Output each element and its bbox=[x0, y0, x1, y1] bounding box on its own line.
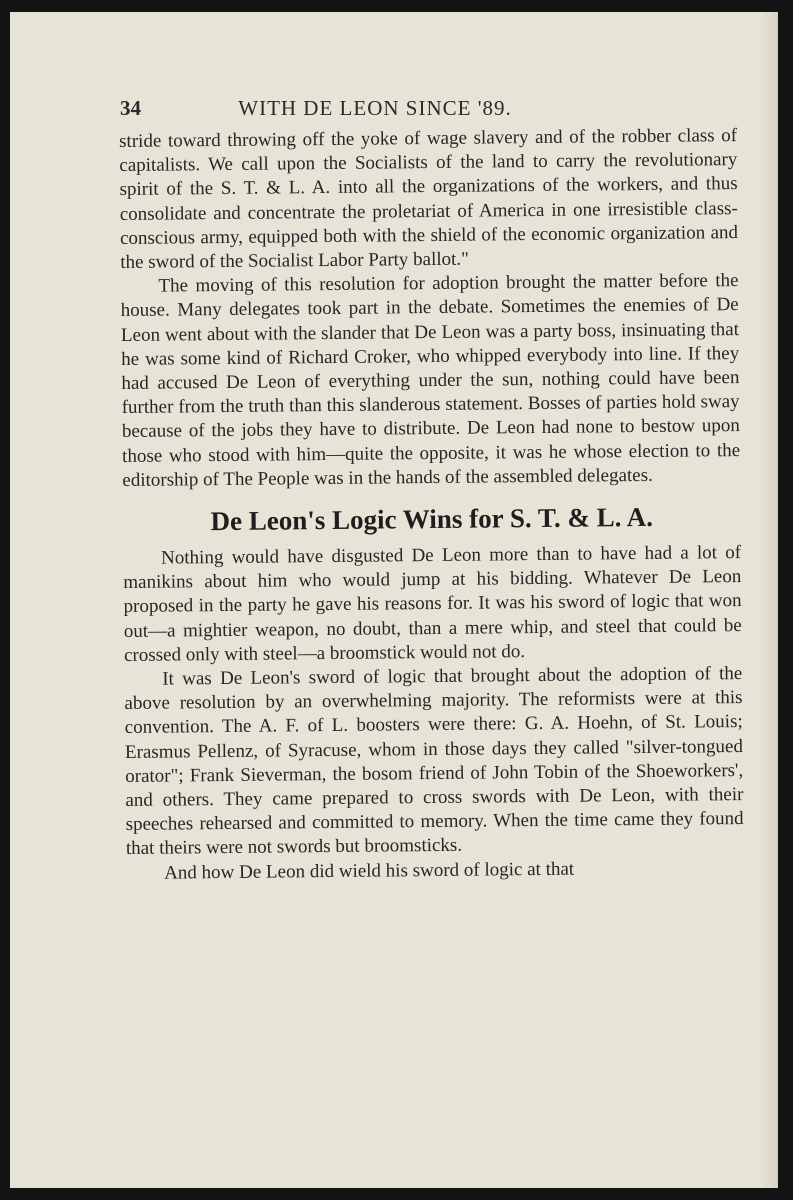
paragraph-resolution-debate: The moving of this resolution for adoption brought the matter before the house. Many delegates took part in the debate. Sometimes the enemies of De Leon went about with the slander that De Leon was a party boss, insinuating that he was some kind of Richard Croker, who whipped everybody into line. If they had accused De Leon of everything under the sun, nothing could have been further from the truth than this slanderous statement. Bosses of parties hold sway because of the jobs they have to distribute. De Leon had none to bestow upon those who stood with him—quite the opposite, it was he whose election to the editorship of The People was in the hands of the assembled delegates. bbox=[120, 270, 741, 491]
page-number: 34 bbox=[120, 96, 141, 120]
page-edge-shadow bbox=[760, 12, 778, 1188]
paragraph-continued: stride toward throwing off the yoke of wage slavery and of the robber class of capitalists. We call upon the Socialists of the land to carry the revolutionary spirit of the S. T. & L. A. into all the organizations of the workers, and thus consolidate and concentrate the proletariat of America in one irresistible class-conscious army, equipped both with the shield of the economic organization and the sword of the Socialist Labor Party ballot." bbox=[119, 125, 739, 274]
body-text bbox=[119, 124, 744, 886]
page-header bbox=[120, 96, 630, 126]
running-head: WITH DE LEON SINCE '89. bbox=[238, 96, 512, 120]
book-page bbox=[10, 12, 778, 1188]
paragraph-convention: It was De Leon's sword of logic that brought about the adoption of the above resolution by an overwhelming majority. The reformists were at this convention. The A. F. of L. boosters were there: G. A. Hoehn, of St. Louis; Erasmus Pellenz, of Syracuse, whom in those days they called "silver-tongued orator"; Frank Sieverman, the bosom friend of John Tobin of the Shoeworkers', and others. They came prepared to cross swords with De Leon, with their speeches rehearsed and committed to memory. When the time came they found that theirs were not swords but broomsticks. bbox=[124, 663, 744, 860]
paragraph-closing: And how De Leon did wield his sword of logic at that bbox=[164, 858, 575, 884]
section-heading: De Leon's Logic Wins for S. T. & L. A. bbox=[210, 501, 654, 537]
paragraph-logic: Nothing would have disgusted De Leon more than to have had a lot of manikins about him who would jump at his bidding. Whatever De Leon proposed in the party he gave his reasons for. It was his sword of logic that won out—a mightier weapon, no doubt, than a mere whip, and steel that could be crossed only with steel—a broomstick would not do. bbox=[123, 542, 742, 666]
